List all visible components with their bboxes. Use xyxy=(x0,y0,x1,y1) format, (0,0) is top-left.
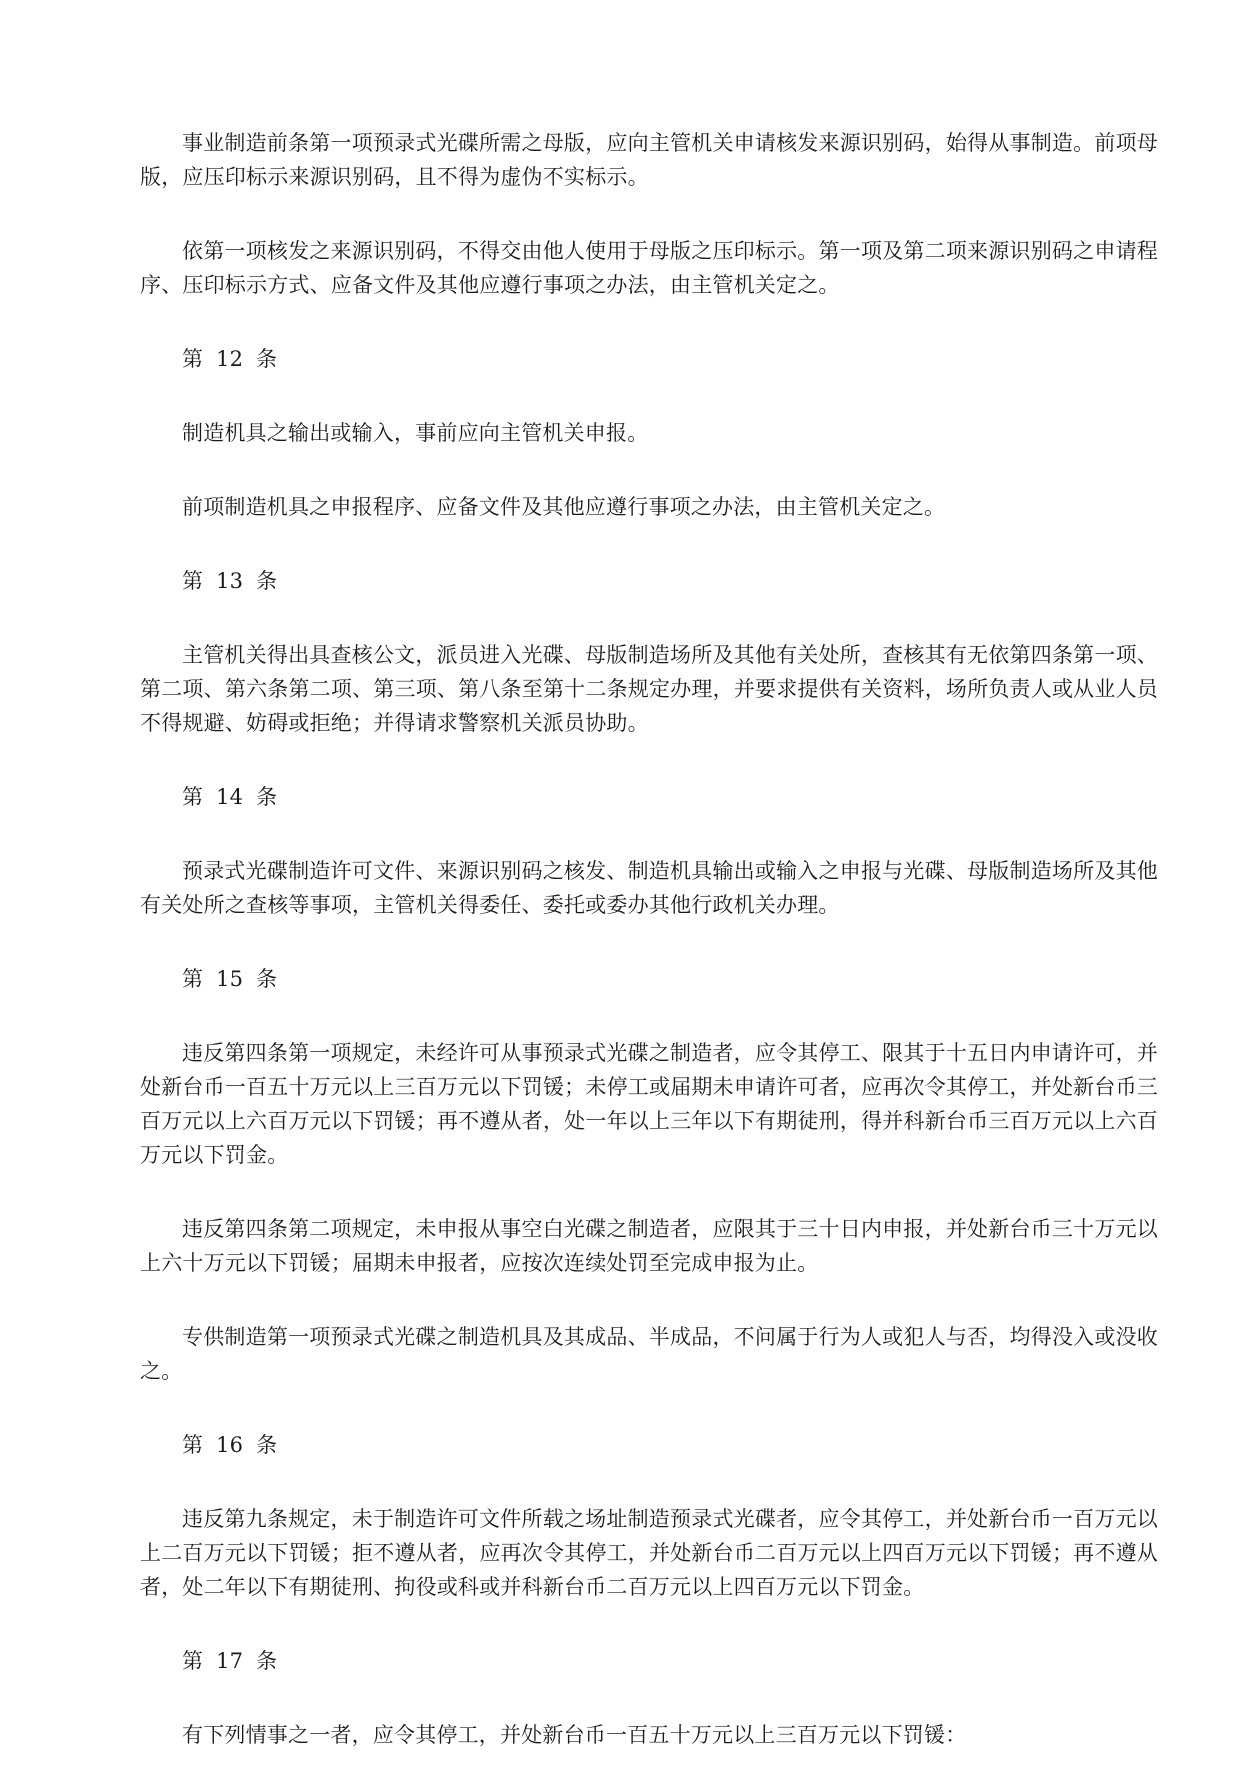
article-heading: 第 14 条 xyxy=(182,785,278,809)
paragraph: 前项制造机具之申报程序、应备文件及其他应遵行事项之办法，由主管机关定之。 xyxy=(182,495,946,519)
article-heading: 第 16 条 xyxy=(182,1433,278,1457)
article-heading: 第 17 条 xyxy=(182,1649,278,1673)
paragraph: 违反第九条规定，未于制造许可文件所载之场址制造预录式光碟者，应令其停工，并处新台币一百万元以上二百万元以下罚锾；拒不遵从者，应再次令其停工，并处新台币二百万元以上四百万元以下罚锾；再不遵从者，处二年以下有期徒刑、拘役或科或并科新台币二百万元以上四百万元以下罚金。 xyxy=(140,1507,1158,1599)
article-heading: 第 12 条 xyxy=(182,347,278,371)
paragraph: 有下列情事之一者，应令其停工，并处新台币一百五十万元以上三百万元以下罚锾： xyxy=(182,1723,967,1747)
paragraph: 专供制造第一项预录式光碟之制造机具及其成品、半成品，不问属于行为人或犯人与否，均得没入或没收之。 xyxy=(140,1325,1158,1383)
paragraph: 预录式光碟制造许可文件、来源识别码之核发、制造机具输出或输入之申报与光碟、母版制造场所及其他有关处所之查核等事项，主管机关得委任、委托或委办其他行政机关办理。 xyxy=(140,859,1158,917)
paragraph: 制造机具之输出或输入，事前应向主管机关申报。 xyxy=(182,421,649,445)
paragraph: 主管机关得出具查核公文，派员进入光碟、母版制造场所及其他有关处所，查核其有无依第四条第一项、第二项、第六条第二项、第三项、第八条至第十二条规定办理，并要求提供有关资料，场所负责人或从业人员不得规避、妨碍或拒绝；并得请求警察机关派员协助。 xyxy=(140,643,1158,735)
article-heading: 第 13 条 xyxy=(182,569,278,593)
article-heading: 第 15 条 xyxy=(182,967,278,991)
paragraph: 事业制造前条第一项预录式光碟所需之母版，应向主管机关申请核发来源识别码，始得从事制造。前项母版，应压印标示来源识别码，且不得为虚伪不实标示。 xyxy=(140,131,1158,189)
document-page xyxy=(140,126,1158,1792)
paragraph: 违反第四条第一项规定，未经许可从事预录式光碟之制造者，应令其停工、限其于十五日内申请许可，并处新台币一百五十万元以上三百万元以下罚锾；未停工或届期未申请许可者，应再次令其停工，并处新台币三百万元以上六百万元以下罚锾；再不遵从者，处一年以上三年以下有期徒刑，得并科新台币三百万元以上六百万元以下罚金。 xyxy=(140,1041,1158,1167)
paragraph: 违反第四条第二项规定，未申报从事空白光碟之制造者，应限其于三十日内申报，并处新台币三十万元以上六十万元以下罚锾；届期未申报者，应按次连续处罚至完成申报为止。 xyxy=(140,1217,1158,1275)
paragraph: 依第一项核发之来源识别码，不得交由他人使用于母版之压印标示。第一项及第二项来源识别码之申请程序、压印标示方式、应备文件及其他应遵行事项之办法，由主管机关定之。 xyxy=(140,239,1158,297)
